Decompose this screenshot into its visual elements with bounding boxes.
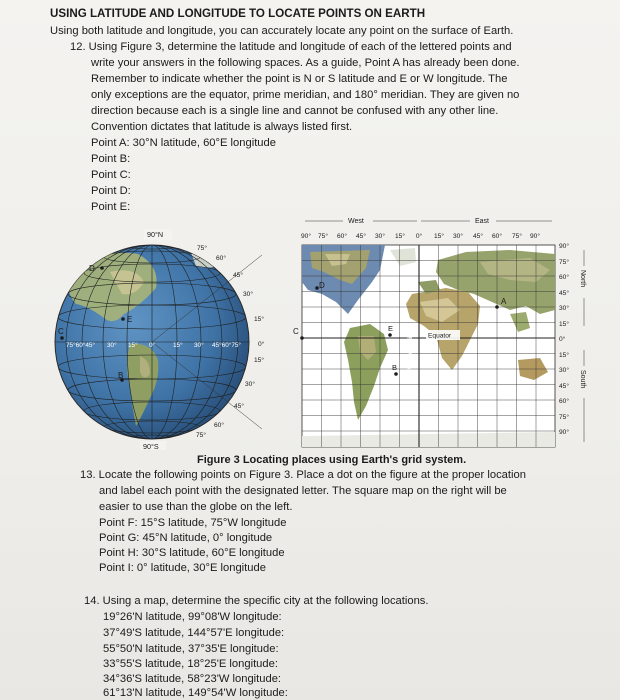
globe-point-d-dot — [100, 266, 104, 270]
map-lat-90n: 90° — [559, 243, 569, 250]
globe-lon-west-75-45: 75°60°45° — [66, 342, 95, 349]
map-point-c-label: C — [293, 327, 299, 336]
map-point-e-dot — [388, 333, 392, 337]
point-d-answer: Point D: — [91, 185, 131, 197]
globe-point-e-label: E — [127, 315, 133, 324]
point-f-text: Point F: 15°S latitude, 75°W longitude — [99, 517, 287, 529]
q14-item-2: 37°49'S latitude, 144°57'E longitude: — [103, 627, 285, 639]
map-south-label: South — [579, 370, 586, 389]
map-lon-45e: 45° — [473, 233, 483, 240]
globe-lat-60s: 60° — [214, 422, 224, 429]
map-lat-30s: 30° — [559, 367, 569, 374]
globe-lon-east-15: 15° — [173, 342, 183, 349]
map-point-b-dot — [394, 372, 398, 376]
point-b-answer: Point B: — [91, 153, 131, 165]
map-lat-60n: 60° — [559, 274, 569, 281]
q14-item-3: 55°50'N latitude, 37°35'E longitude: — [103, 643, 279, 655]
globe-lat-60n: 60° — [216, 255, 226, 262]
q14-item-6: 61°13'N latitude, 149°54'W longitude: — [103, 687, 288, 699]
globe-lat-15s: 15° — [254, 357, 264, 364]
map-lat-60s: 60° — [559, 398, 569, 405]
map-lon-90w: 90° — [301, 233, 311, 240]
point-c-answer: Point C: — [91, 169, 131, 181]
globe-lat-75s: 75° — [196, 432, 206, 439]
q14-item-1: 19°26'N latitude, 99°08'W longitude: — [103, 611, 282, 623]
map-lat-45n: 45° — [559, 290, 569, 297]
map-lat-75s: 75° — [559, 414, 569, 421]
globe-lat-0: 0° — [258, 341, 265, 348]
map-lon-0: 0° — [415, 233, 423, 240]
q14-item-5: 34°36'S latitude, 58°23'W longitude: — [103, 673, 282, 685]
map-lat-90s: 90° — [559, 429, 569, 436]
globe-lat-30s: 30° — [245, 381, 255, 388]
map-lon-45w: 45° — [356, 233, 366, 240]
globe-point-d-label: D — [89, 264, 95, 273]
map-lon-15e: 15° — [434, 233, 444, 240]
map-lat-30n: 30° — [559, 305, 569, 312]
q12-line-4: only exceptions are the equator, prime meridian, and 180° meridian. They are given no — [91, 89, 520, 101]
map-point-b-label: B — [392, 363, 398, 372]
map-east-label: East — [475, 218, 490, 225]
point-h-text: Point H: 30°S latitude, 60°E longitude — [99, 547, 285, 559]
globe-lat-15n: 15° — [254, 316, 264, 323]
q13-line-3: easier to use than the globe on the left. — [99, 501, 293, 513]
globe-lon-east-30: 30° — [194, 342, 204, 349]
globe-lat-45n: 45° — [233, 272, 243, 279]
grid-map — [293, 218, 586, 447]
globe-point-b-label: B — [118, 371, 124, 380]
map-lon-60w: 60° — [337, 233, 347, 240]
map-north-label: North — [579, 270, 586, 288]
point-e-answer: Point E: — [91, 201, 131, 213]
globe-lat-75n: 75° — [197, 245, 207, 252]
map-lat-15s: 15° — [559, 352, 569, 359]
q12-line-3: Remember to indicate whether the point is N or S latitude and E or W longitude. The — [91, 73, 508, 85]
figure-caption: Figure 3 Locating places using Earth's grid system. — [197, 454, 467, 466]
q13-line-1: 13. Locate the following points on Figure 3. Place a dot on the figure at the proper location — [80, 469, 526, 481]
intro-text: Using both latitude and longitude, you can accurately locate any point on the surface of Earth. — [50, 25, 514, 37]
map-lon-15w: 15° — [395, 233, 405, 240]
globe-lon-east-45-75: 45°60°75° — [212, 342, 241, 349]
map-west-label: West — [348, 218, 364, 225]
point-i-text: Point I: 0° latitude, 30°E longitude — [99, 562, 266, 574]
map-lon-75e: 75° — [512, 233, 522, 240]
point-g-text: Point G: 45°N latitude, 0° longitude — [99, 532, 273, 544]
globe-point-e-dot — [121, 317, 125, 321]
map-lat-45s: 45° — [559, 383, 569, 390]
map-lon-90e: 90° — [530, 233, 540, 240]
page-title: USING LATITUDE AND LONGITUDE TO LOCATE POINTS ON EARTH — [50, 7, 426, 20]
figure-3 — [40, 210, 600, 450]
globe-lat-30n: 30° — [243, 291, 253, 298]
map-point-a-dot — [495, 305, 499, 309]
map-lon-60e: 60° — [492, 233, 502, 240]
map-point-c-dot — [300, 336, 304, 340]
q12-line-2: write your answers in the following spaces. As a guide, Point A has already been done. — [91, 57, 520, 69]
map-lon-75w: 75° — [318, 233, 328, 240]
globe — [55, 229, 265, 450]
q13-line-2: and label each point with the designated letter. The square map on the right will be — [99, 485, 507, 497]
globe-lon-west-30: 30° — [107, 342, 117, 349]
map-point-a-label: A — [501, 297, 507, 306]
globe-lon-0: 0° — [149, 342, 156, 349]
globe-point-c-dot — [60, 336, 64, 340]
globe-lat-45s: 45° — [234, 403, 244, 410]
map-prime-meridian-label: Prime meridian — [407, 330, 414, 372]
map-point-d-label: D — [319, 281, 325, 290]
q12-line-6: Convention dictates that latitude is always listed first. — [91, 121, 353, 133]
map-lat-15n: 15° — [559, 321, 569, 328]
globe-point-c-label: C — [58, 327, 64, 336]
q12-line-1: 12. Using Figure 3, determine the latitude and longitude of each of the lettered points and — [70, 41, 512, 53]
globe-lon-west-15: 15° — [128, 342, 138, 349]
q14-line: 14. Using a map, determine the specific city at the following locations. — [84, 595, 429, 607]
map-point-e-label: E — [388, 324, 394, 333]
q12-line-5: direction because each is a single line and cannot be confused with any other line. — [91, 105, 499, 117]
globe-north-pole-label: 90°N — [147, 230, 164, 239]
map-equator-label: Equator — [428, 332, 452, 340]
map-lat-75n: 75° — [559, 259, 569, 266]
map-lon-30w: 30° — [375, 233, 385, 240]
map-lon-30e: 30° — [453, 233, 463, 240]
q14-item-4: 33°55'S latitude, 18°25'E longitude: — [103, 658, 278, 670]
map-lat-0: 0° — [559, 336, 566, 343]
globe-south-pole-label: 90°S — [143, 442, 159, 450]
point-a-answer: Point A: 30°N latitude, 60°E longitude — [91, 137, 276, 149]
